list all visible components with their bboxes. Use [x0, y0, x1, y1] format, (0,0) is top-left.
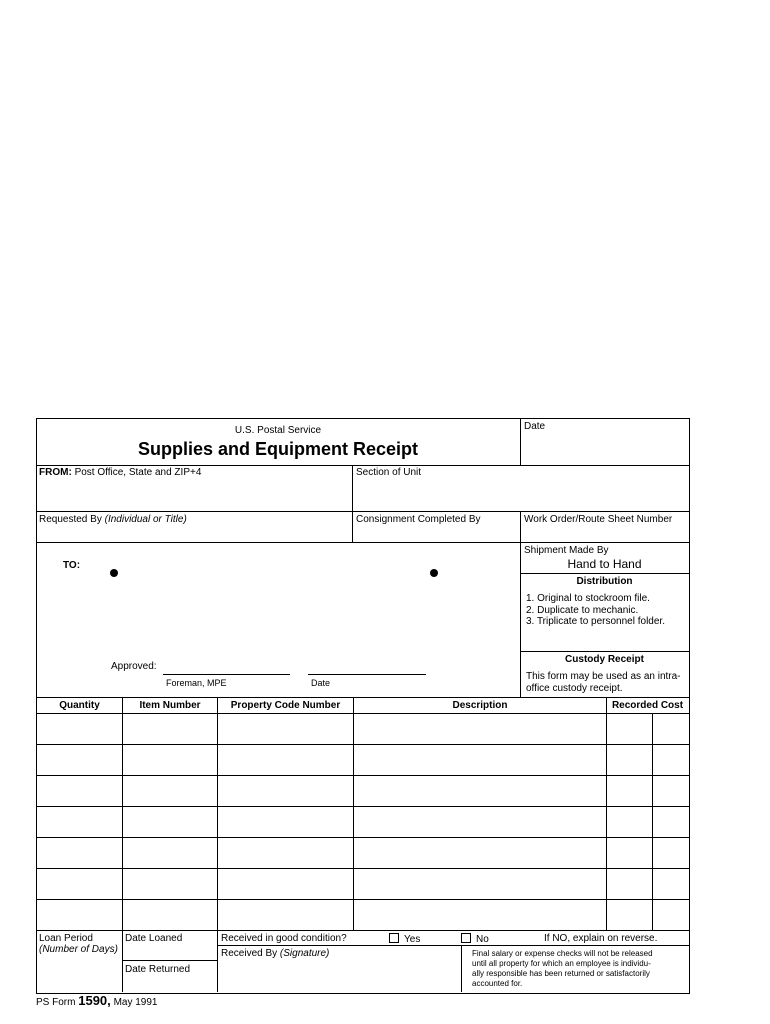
distribution-item-2: 2. Duplicate to mechanic.	[526, 605, 639, 616]
if-no-explain-label: If NO, explain on reverse.	[544, 933, 658, 944]
table-row[interactable]	[37, 807, 688, 837]
header-date-field[interactable]	[521, 419, 688, 464]
approved-date-label: Date	[311, 678, 331, 688]
table-row[interactable]	[37, 838, 688, 868]
ps-form-label: PS Form	[36, 997, 76, 1008]
from-field[interactable]	[37, 466, 352, 511]
received-condition-label: Received in good condition?	[221, 933, 347, 944]
from-rest: Post Office, State and ZIP+4	[74, 467, 202, 478]
received-by-signature: (Signature)	[279, 948, 330, 959]
form-number: 1590,	[78, 993, 111, 1008]
date-loaned-label: Date Loaned	[125, 933, 183, 944]
consignment-completed-by-label: Consignment Completed By	[356, 514, 481, 525]
custody-receipt-title: Custody Receipt	[565, 654, 644, 665]
col-header-description: Description	[452, 700, 508, 711]
form-title: Supplies and Equipment Receipt	[137, 439, 419, 459]
approved-label: Approved:	[111, 661, 157, 672]
notice-line-3: ally responsible has been returned or satisfactorily	[472, 969, 650, 978]
requested-by-field[interactable]	[37, 512, 352, 542]
table-row[interactable]	[37, 900, 688, 930]
distribution-item-1: 1. Original to stockroom file.	[526, 593, 650, 604]
approved-date-line[interactable]	[308, 674, 426, 675]
col-header-recorded-cost: Recorded Cost	[611, 700, 684, 711]
date-loaned-field[interactable]	[123, 931, 217, 960]
notice-line-4: accounted for.	[472, 979, 523, 988]
approved-signature-line[interactable]	[163, 674, 290, 675]
divider	[520, 573, 689, 574]
foreman-label: Foreman, MPE	[166, 678, 227, 688]
requested-by-text: Requested By	[39, 514, 102, 525]
work-order-label: Work Order/Route Sheet Number	[524, 514, 673, 525]
shipment-made-by-value[interactable]: Hand to Hand	[567, 557, 642, 571]
shipment-made-by-label: Shipment Made By	[524, 545, 609, 556]
custody-receipt-text-1: This form may be used as an intra-	[526, 671, 681, 682]
no-label: No	[476, 934, 489, 945]
number-of-days-label: (Number of Days)	[39, 944, 118, 955]
section-of-unit-label: Section of Unit	[356, 467, 422, 478]
section-of-unit-field[interactable]	[353, 466, 688, 511]
to-label: TO:	[63, 560, 81, 571]
work-order-field[interactable]	[521, 512, 688, 542]
received-by-field[interactable]	[218, 946, 461, 991]
from-bold: FROM:	[39, 467, 72, 478]
distribution-item-3: 3. Triplicate to personnel folder.	[526, 616, 665, 627]
loan-period-label: Loan Period	[39, 933, 93, 944]
form-footer	[36, 994, 157, 1009]
notice-line-2: until all property for which an employee is individu-	[472, 959, 651, 968]
table-row[interactable]	[37, 745, 688, 775]
table-row[interactable]	[37, 714, 688, 744]
col-header-property-code: Property Code Number	[230, 700, 341, 711]
requested-by-qualifier: (Individual or Title)	[104, 514, 187, 525]
table-row[interactable]	[37, 869, 688, 899]
to-address-field[interactable]	[37, 543, 519, 653]
distribution-title: Distribution	[576, 576, 633, 587]
col-header-quantity: Quantity	[59, 700, 100, 711]
notice-line-1: Final salary or expense checks will not be released	[472, 949, 653, 958]
no-option[interactable]	[461, 933, 489, 946]
divider	[37, 697, 689, 698]
date-returned-field[interactable]	[123, 961, 217, 991]
header-date-label: Date	[524, 421, 546, 432]
custody-receipt-text-2: office custody receipt.	[526, 683, 623, 694]
no-checkbox[interactable]	[461, 933, 471, 943]
consignment-completed-by-field[interactable]	[353, 512, 519, 542]
col-header-item-number: Item Number	[139, 700, 201, 711]
divider	[520, 651, 689, 652]
yes-label: Yes	[404, 934, 421, 945]
agency-name: U.S. Postal Service	[234, 425, 322, 436]
divider	[461, 945, 462, 992]
table-row[interactable]	[37, 776, 688, 806]
yes-checkbox[interactable]	[389, 933, 399, 943]
received-by-text: Received By	[221, 948, 278, 959]
date-returned-label: Date Returned	[125, 964, 191, 975]
yes-option[interactable]	[389, 933, 420, 946]
loan-period-field[interactable]	[37, 931, 122, 991]
form-revision: May 1991	[113, 997, 158, 1008]
